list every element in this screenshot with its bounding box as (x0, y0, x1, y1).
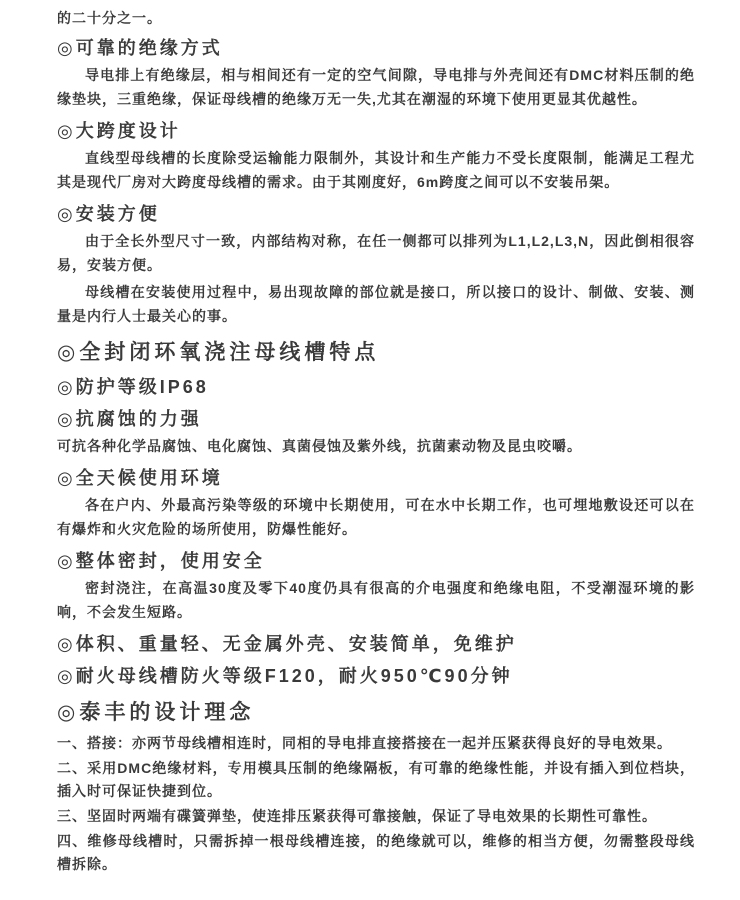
section-title-epoxy-busway-features: ◎全封闭环氧浇注母线槽特点 (57, 341, 380, 364)
para-large-span-design: 直线型母线槽的长度除受运输能力限制外，其设计和生产能力不受长度限制，能满足工程尤其是现代厂房对大跨度母线槽的需求。由于其刚度好，6m跨度之间可以不安装吊架。 (57, 150, 695, 190)
heading-protection-rating-ip68: ◎防护等级IP68 (57, 377, 209, 397)
heading-fire-rating-f120: ◎耐火母线槽防火等级F120，耐火950℃90分钟 (57, 666, 513, 686)
para-easy-installation-2: 母线槽在安装使用过程中，易出现故障的部位就是接口，所以接口的设计、制做、安装、测量是内行人士最关心的事。 (57, 284, 695, 324)
para-easy-installation-1: 由于全长外型尺寸一致，内部结构对称，在任一侧都可以排列为L1,L2,L3,N，因此倒相很容易，安装方便。 (57, 233, 695, 273)
para-overall-sealing-safety: 密封浇注，在高温30度及零下40度仍具有很高的介电强度和绝缘电阻，不受潮湿环境的影响，不会发生短路。 (57, 580, 695, 620)
design-principle-item-4: 四、维修母线槽时，只需拆掉一根母线槽连接，的绝缘就可以，维修的相当方便，勿需整段母线槽拆除。 (57, 833, 695, 872)
heading-light-weight-no-metal-shell: ◎体积、重量轻、无金属外壳、安装简单，免维护 (57, 634, 517, 654)
design-principle-item-1: 一、搭接：亦两节母线槽相连时，同相的导电排直接搭接在一起并压紧获得良好的导电效果。 (57, 735, 672, 751)
heading-overall-sealing-safety: ◎整体密封，使用安全 (57, 551, 265, 571)
section-title-taifeng-design-concept: ◎泰丰的设计理念 (57, 701, 255, 724)
heading-reliable-insulation: ◎可靠的绝缘方式 (57, 38, 223, 58)
para-all-weather-environment: 各在户内、外最高污染等级的环境中长期使用，可在水中长期工作，也可埋地敷设还可以在有爆炸和火灾危险的场所使用，防爆性能好。 (57, 497, 695, 537)
heading-all-weather-environment: ◎全天候使用环境 (57, 468, 223, 488)
document-content (57, 8, 695, 876)
design-principle-item-3: 三、坚固时两端有碟簧弹垫，使连排压紧获得可靠接触，保证了导电效果的长期性可靠性。 (57, 808, 657, 824)
para-reliable-insulation: 导电排上有绝缘层，相与相间还有一定的空气间隙，导电排与外壳间还有DMC材料压制的绝缘垫块，三重绝缘，保证母线槽的绝缘万无一失,尤其在潮湿的环境下使用更显其优越性。 (57, 67, 695, 107)
continuation-text: 的二十分之一。 (57, 10, 162, 26)
heading-large-span-design: ◎大跨度设计 (57, 121, 181, 141)
heading-corrosion-resistance: ◎抗腐蚀的力强 (57, 409, 202, 429)
para-corrosion-resistance: 可抗各种化学品腐蚀、电化腐蚀、真菌侵蚀及紫外线，抗菌素动物及昆虫咬嚼。 (57, 438, 582, 454)
design-principle-item-2: 二、采用DMC绝缘材料，专用模具压制的绝缘隔板，有可靠的绝缘性能，并设有插入到位档块，插入时可保证快捷到位。 (57, 760, 695, 799)
heading-easy-installation: ◎安装方便 (57, 204, 160, 224)
